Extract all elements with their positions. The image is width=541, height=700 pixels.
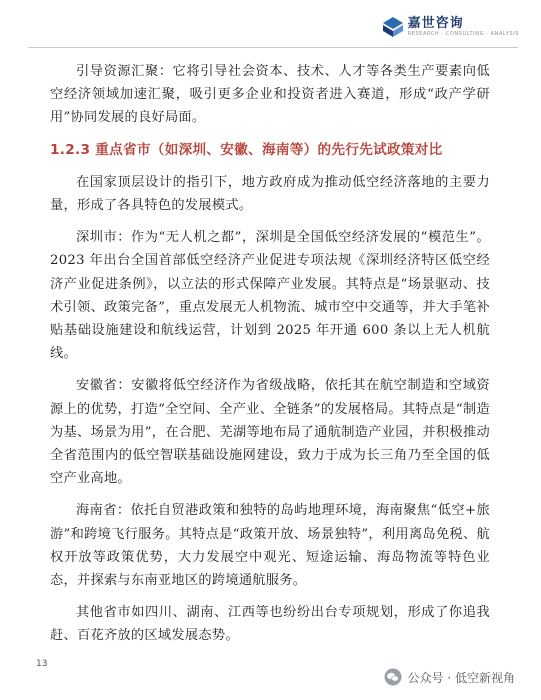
header-rule [28,47,518,48]
paragraph-other-provinces: 其他省市如四川、湖南、江西等也纷纷出台专项规划，形成了你追我赶、百花齐放的区域发展态势。 [50,605,490,644]
watermark-text: 公众号 · 低空新视角 [407,670,515,685]
company-logo [382,16,519,38]
logo-subtitle: RESEARCH · CONSULTING · ANALYSIS [407,31,519,37]
paragraph-hainan: 海南省：依托自贸港政策和独特的岛屿地理环境，海南聚焦“低空+旅游”和跨境飞行服务。其特点是“政策开放、场景独特”，利用离岛免税、航权开放等政策优势，大力发展空中观光、短途运输、海岛物流等特色业态，并探索与东南亚地区的跨境通航服务。 [50,503,490,589]
logo-words [408,17,519,37]
wechat-watermark [384,668,515,686]
page-number: 13 [36,659,48,669]
paragraph-shenzhen: 深圳市：作为“无人机之都”，深圳是全国低空经济发展的“模范生”。2023 年出台全国首部低空经济产业促进专项法规《深圳经济特区低空经济产业促进条例》，以立法的形式保障产业发展。其特点是“场景驱动、技术引领、政策完备”，重点发展无人机物流、城市空中交通等，并大手笔补贴基础设施建设和航线运营，计划到 2025 年开通 600 条以上无人机航线。 [50,230,490,362]
logo-text: 嘉世咨询 [407,16,464,31]
paragraph-intro: 在国家顶层设计的指引下，地方政府成为推动低空经济落地的主要力量，形成了各具特色的发展模式。 [50,174,490,214]
page-header [0,0,541,48]
logo-mark-icon [382,16,404,38]
wechat-icon [384,668,402,686]
document-body [50,60,490,648]
paragraph-resource-aggregation: 引导资源汇聚：它将引导社会资本、技术、人才等各类生产要素向低空经济领域加速汇聚，吸引更多企业和投资者进入赛道，形成“政产学研用”协同发展的良好局面。 [50,64,490,126]
section-title: 1.2.3 重点省市（如深圳、安徽、海南等）的先行先试政策对比 [50,141,443,158]
paragraph-anhui: 安徽省：安徽将低空经济作为省级战略，依托其在航空制造和空域资源上的优势，打造“全空间、全产业、全链条”的发展格局。其特点是“制造为基、场景为用”，在合肥、芜湖等地布局了通航制造产业园，并积极推动全省范围内的低空智联基础设施网建设，致力于成为长三角乃至全国的低空产业高地。 [50,378,490,487]
